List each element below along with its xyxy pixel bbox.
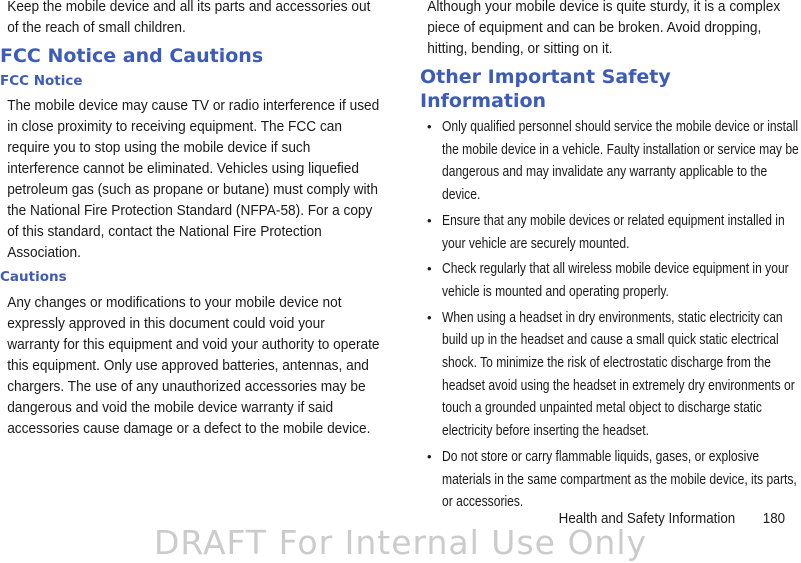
list-item: • Check regularly that all wireless mobile device equipment in your vehicle is mounted and operating properly. [420, 258, 801, 303]
page-number: 180 [762, 511, 785, 527]
device-sturdy-paragraph: Although your mobile device is quite sturdy, it is a complex piece of equipment and can be broken. Avoid dropping, hitting, bending, or sitting on it. [427, 0, 781, 57]
safety-heading: Other Important Safety Information [420, 66, 671, 112]
cautions-paragraph: Any changes or modifications to your mobile device not expressly approved in this document could void your warranty for this equipment and void your authority to operate this equipment. Only use approved batteries, antennas, and chargers. The use of any unauthorized accessories may be dangerous and void the mobile device warranty if said accessories cause damage or a defect to the mobile device. [7, 294, 380, 437]
bullet-icon: • [427, 212, 432, 228]
fcc-notice-paragraph: The mobile device may cause TV or radio interference if used in close proximity to receiving equipment. The FCC can require you to stop using the mobile device if such interference cannot be eliminated. Vehicles using liquefied petroleum gas (such as propane or butane) must comply with the National Fire Protection Standard (NFPA-58). For a copy of this standard, contact the National Fire Protection Association. [7, 97, 380, 261]
footer-section-title: Health and Safety Information [558, 511, 736, 527]
intro-paragraph: Keep the mobile device and all its parts and accessories out of the reach of small children. [7, 0, 371, 36]
bullet-icon: • [427, 119, 432, 134]
bullet-icon: • [427, 309, 432, 325]
safety-list [420, 116, 801, 514]
draft-watermark: DRAFT For Internal Use Only [153, 523, 648, 562]
list-item: • Do not store or carry flammable liquids, gases, or explosive materials in the same compartment as the mobile device, its parts, or accessories. [420, 446, 801, 514]
fcc-notice-heading: FCC Notice [0, 73, 83, 89]
right-column [420, 0, 801, 517]
fcc-heading: FCC Notice and Cautions [0, 45, 264, 67]
cautions-heading: Cautions [0, 269, 67, 285]
list-item: • When using a headset in dry environments, static electricity can build up in the headset and cause a small quick static electrical shock. To minimize the risk of electrostatic discharge from the headset avoid using the headset in extremely dry environments or touch a grounded unpainted metal object to discharge static electricity before inserting the headset. [420, 307, 801, 443]
left-column [0, 0, 385, 439]
bullet-icon: • [427, 261, 432, 277]
list-item: • Only qualified personnel should service the mobile device or install the mobile device in a vehicle. Faulty installation or service may be dangerous and may invalidate any warranty applicable to the device. [420, 116, 801, 207]
list-item: • Ensure that any mobile devices or related equipment installed in your vehicle are securely mounted. [420, 210, 801, 255]
bullet-icon: • [427, 448, 432, 464]
